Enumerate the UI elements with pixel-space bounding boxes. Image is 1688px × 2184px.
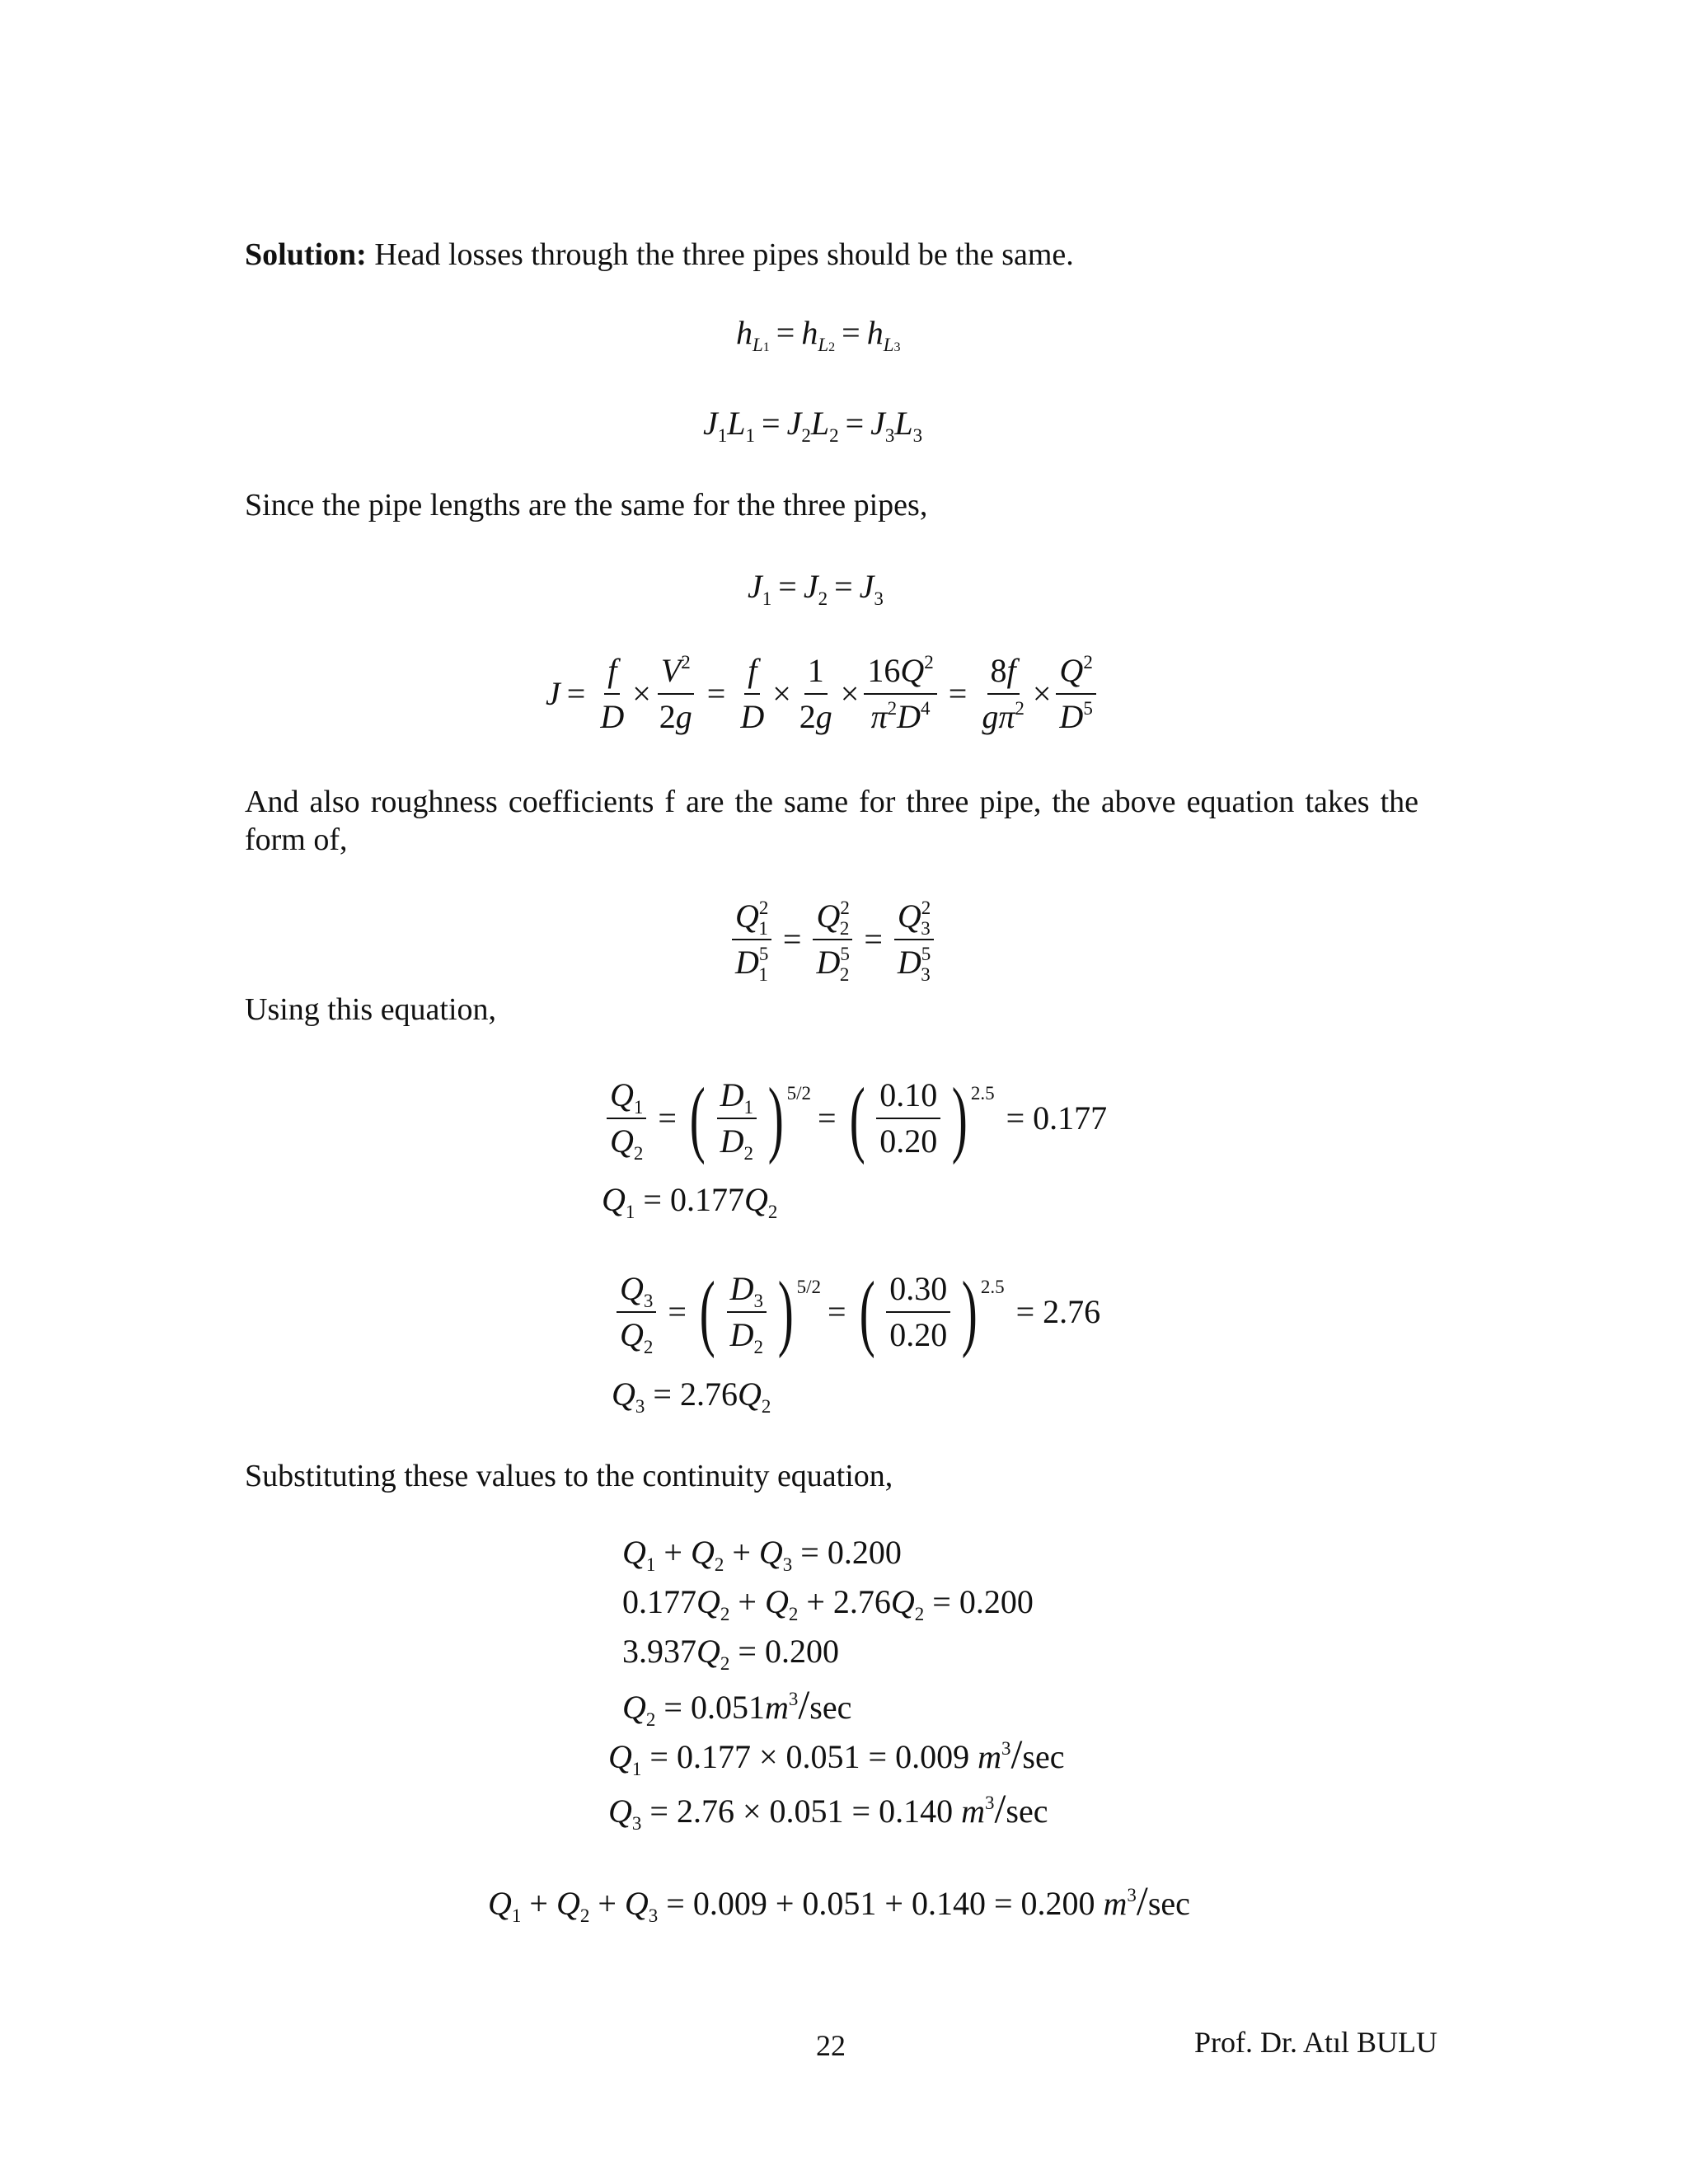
equation-q3-value: $Q_3 = 2.76 \times 0.051 = 0.140$ $m^3/\sec$ bbox=[608, 1785, 1048, 1834]
equation-equal-slopes: $J_1 = J_2 = J_3$ bbox=[748, 568, 884, 609]
equation-final-check: $Q_1 + Q_2 + Q_3 = 0.009 + 0.051 + 0.140 = 0.200$ $m^3/\sec$ bbox=[488, 1877, 1190, 1926]
equation-continuity-substituted: $0.177Q_2 + Q_2 + 2.76Q_2 = 0.200$ bbox=[622, 1583, 1034, 1624]
equation-q2-value: $Q_2 = 0.051m^3/\sec$ bbox=[622, 1681, 852, 1730]
solution-label: Solution: bbox=[245, 237, 367, 272]
equation-q1-result: $Q_1 = 0.177Q_2$ bbox=[602, 1181, 778, 1222]
equation-q1-ratio: $\frac{Q_1}{Q_2}$ = ( $\frac{D_1}{D_2}$ ) 5/2 = ( $\frac{0.10}{0.20}$ ) 2.5 = 0.177 bbox=[602, 1076, 1107, 1161]
solution-paragraph bbox=[245, 236, 1074, 274]
equation-q1-value: $Q_1 = 0.177 \times 0.051 = 0.009$ $m^3/\sec$ bbox=[608, 1731, 1065, 1779]
solution-text: Head losses through the three pipes should be the same. bbox=[366, 237, 1074, 272]
pipe-length-paragraph: Since the pipe lengths are the same for the three pipes, bbox=[245, 488, 928, 523]
roughness-paragraph: And also roughness coefficients f are the same for three pipe, the above equation takes the form of, bbox=[245, 785, 1418, 857]
equation-continuity-sum: $Q_1 + Q_2 + Q_3 = 0.200$ bbox=[622, 1534, 902, 1575]
using-equation-paragraph: Using this equation, bbox=[245, 992, 497, 1027]
author-name: Prof. Dr. Atıl BULU bbox=[1194, 2026, 1438, 2059]
equation-head-losses: $h_{L1} = h_{L2} = h_{L3}$ bbox=[736, 314, 901, 355]
page-number: 22 bbox=[816, 2029, 846, 2062]
equation-continuity-combined: $3.937Q_2 = 0.200$ bbox=[622, 1633, 839, 1674]
equation-q3-result: $Q_3 = 2.76Q_2$ bbox=[612, 1376, 771, 1417]
equation-friction-lengths: $J_1L_1 = J_2L_2 = J_3L_3$ bbox=[703, 405, 923, 446]
equation-q3-ratio: $\frac{Q_3}{Q_2}$ = ( $\frac{D_3}{D_2}$ ) 5/2 = ( $\frac{0.30}{0.20}$ ) 2.5 = 2.76 bbox=[612, 1269, 1100, 1355]
equation-darcy-slope: J = $\frac{f}{D}$ × $\frac{V^2}{2g}$ = $\frac{f}{D}$ × $\frac{1}{2g}$ × $\frac{16Q^2}{\pi^2D^4}$ = $\frac{8f}{g\pi^2}$ × $\frac{Q^2}{D^5}$ bbox=[546, 651, 1101, 737]
continuity-paragraph: Substituting these values to the continuity equation, bbox=[245, 1459, 893, 1493]
equation-discharge-ratio: $\frac{Q^2_1}{D^5_1}$ = $\frac{Q^2_2}{D^5_2}$ = $\frac{Q^2_3}{D^5_3}$ bbox=[727, 897, 939, 982]
